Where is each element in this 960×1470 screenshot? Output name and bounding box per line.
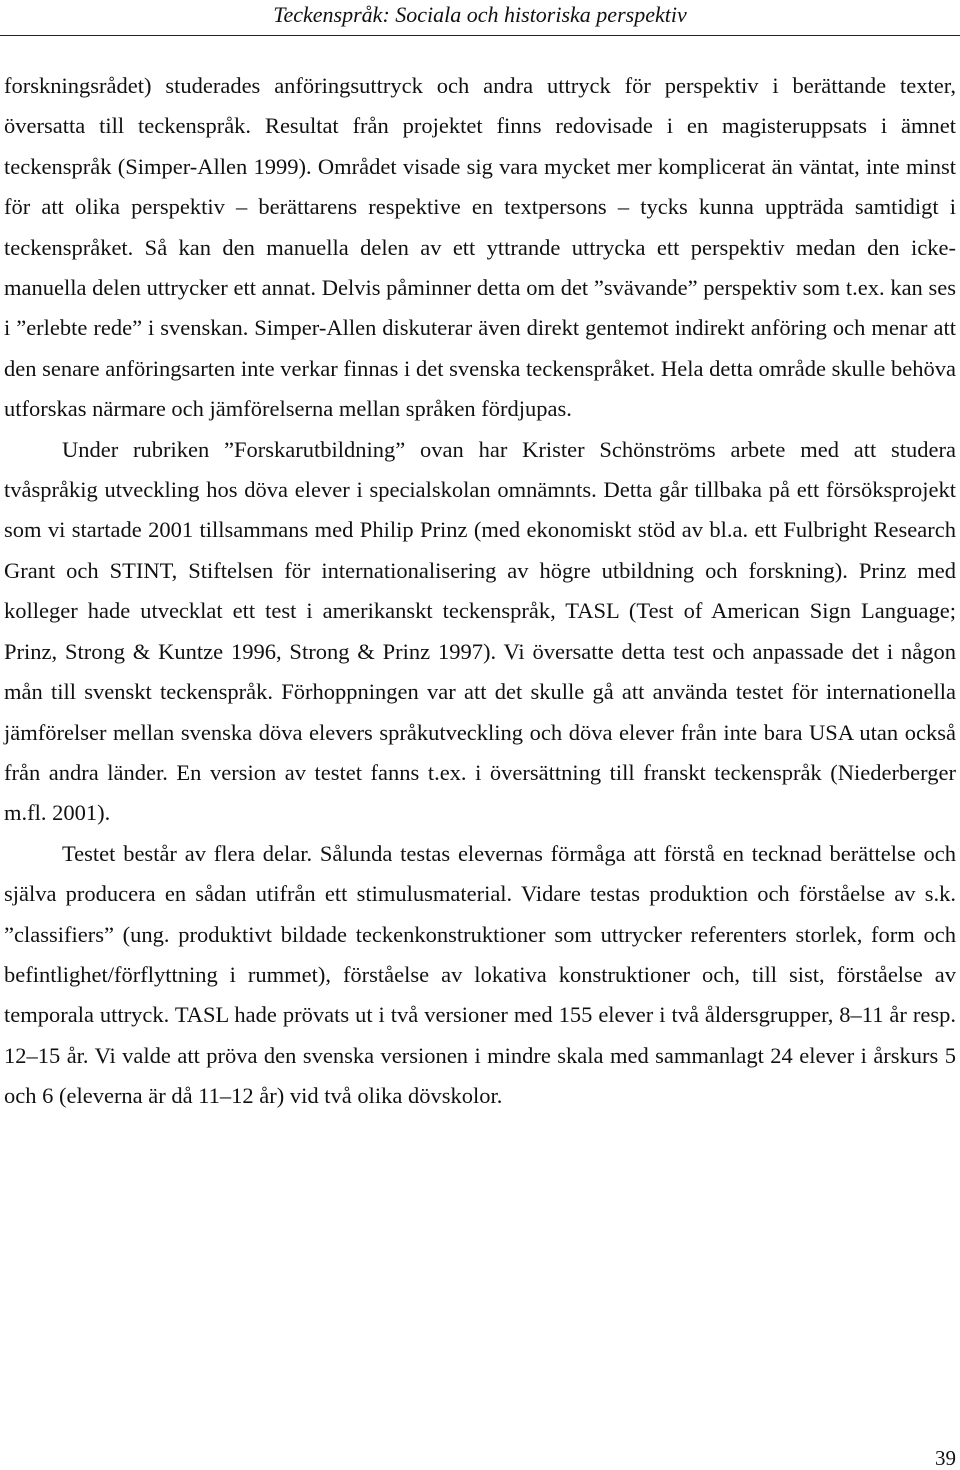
- header-divider: [0, 35, 960, 36]
- page-number: 39: [935, 1446, 956, 1470]
- running-header: Teckenspråk: Sociala och historiska perspektiv: [273, 2, 687, 27]
- paragraph-3: Testet består av flera delar. Sålunda testas elevernas förmåga att förstå en tecknad berättelse och själva producera en sådan utifrån ett stimulusmaterial. Vidare testas produktion och förståelse av s.k. ”classifiers” (ung. produktivt bildade teckenkonstruktioner som uttrycker referenters storlek, form och befintlighet/förflyttning i rummet), förståelse av lokativa konstruktioner och, till sist, förståelse av temporala uttryck. TASL hade prövats ut i två versioner med 155 elever i två åldersgrupper, 8–11 år resp. 12–15 år. Vi valde att pröva den svenska versionen i mindre skala med sammanlagt 24 elever i årskurs 5 och 6 (eleverna är då 11–12 år) vid två olika dövskolor.: [4, 840, 956, 1109]
- body-text: [4, 66, 956, 1117]
- paragraph-1: forskningsrådet) studerades anföringsuttryck och andra uttryck för perspektiv i berättande texter, översatta till teckenspråk. Resultat från projektet finns redovisade i en magisteruppsats i ämnet teckenspråk (Simper-Allen 1999). Området visade sig vara mycket mer komplicerat än väntat, inte minst för att olika perspektiv – berättarens respektive en textpersons – tycks kunna uppträda samtidigt i teckenspråket. Så kan den manuella delen av ett yttrande uttrycka ett perspektiv medan den icke-manuella delen uttrycker ett annat. Delvis påminner detta om det ”svävande” perspektiv som t.ex. kan ses i ”erlebte rede” i svenskan. Simper-Allen diskuterar även direkt gentemot indirekt anföring och menar att den senare anföringsarten inte verkar finnas i det svenska teckenspråket. Hela detta område skulle behöva utforskas närmare och jämförelserna mellan språken fördjupas.: [4, 73, 956, 422]
- paragraph-2: Under rubriken ”Forskarutbildning” ovan har Krister Schönströms arbete med att studera tvåspråkig utveckling hos döva elever i specialskolan omnämnts. Detta går tillbaka på ett försöksprojekt som vi startade 2001 tillsammans med Philip Prinz (med ekonomiskt stöd av bl.a. ett Fulbright Research Grant och STINT, Stiftelsen för internationalisering av högre utbildning och forskning). Prinz med kolleger hade utvecklat ett test i amerikanskt teckenspråk, TASL (Test of American Sign Language; Prinz, Strong & Kuntze 1996, Strong & Prinz 1997). Vi översatte detta test och anpassade det i någon mån till svenskt teckenspråk. Förhoppningen var att det skulle gå att använda testet för internationella jämförelser mellan svenska döva elevers språkutveckling och döva elever från inte bara USA utan också från andra länder. En version av testet fanns t.ex. i översättning till franskt teckenspråk (Niederberger m.fl. 2001).: [4, 436, 956, 826]
